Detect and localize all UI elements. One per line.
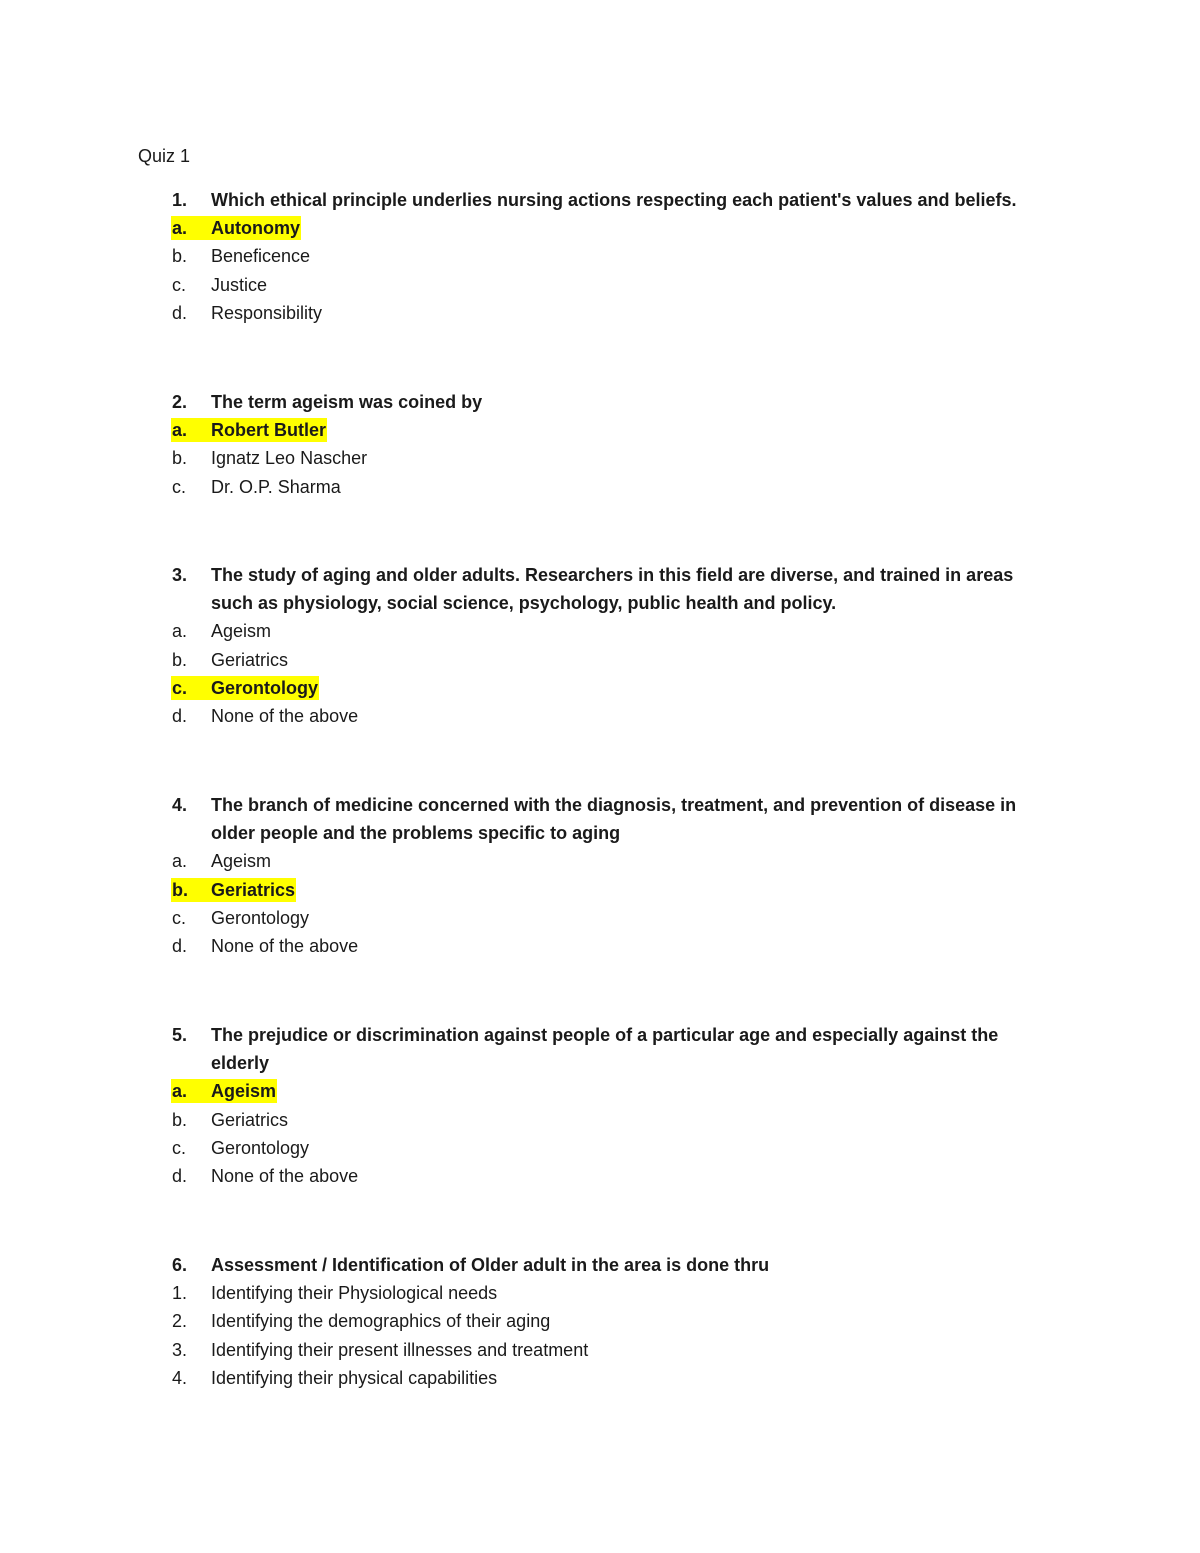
answer-option-text: None of the above <box>211 1166 359 1186</box>
answer-option-number: a. <box>172 851 188 872</box>
answer-option-number: d. <box>172 1166 188 1186</box>
answer-option-text: Ignatz Leo Nascher <box>211 448 368 469</box>
answer-option-text: None of the above <box>211 706 359 726</box>
answer-option-text: Geriatrics <box>211 1109 289 1130</box>
answer-option-text: Gerontology <box>211 907 310 928</box>
answer-option-number: c. <box>172 274 187 295</box>
answer-option-text: Gerontology <box>211 1137 310 1158</box>
answer-option-correct-number: a. <box>172 218 188 239</box>
answer-option-text: Identifying their physical capabilities <box>211 1367 498 1388</box>
answer-option-number: b. <box>172 448 188 469</box>
answer-option-number: b. <box>172 246 188 267</box>
answer-option-correct-text: Autonomy <box>211 218 300 239</box>
answer-option-text: Identifying their Physiological needs <box>211 1283 498 1304</box>
question-stem-number: 2. <box>172 392 188 412</box>
quiz-title: Quiz 1 <box>138 146 191 166</box>
question-stem-continued-text: such as physiology, social science, psychology, public health and policy. <box>211 593 837 614</box>
answer-option-number: d. <box>172 936 188 956</box>
question-stem-number: 5. <box>172 1025 188 1045</box>
answer-option-text: Geriatrics <box>211 649 289 670</box>
question-stem-text: Which ethical principle underlies nursing actions respecting each patient's values and beliefs. <box>211 190 1017 210</box>
question-stem-continued-text: older people and the problems specific to aging <box>211 823 621 844</box>
answer-option-correct-text: Robert Butler <box>211 420 327 441</box>
answer-option-number: b. <box>172 1109 188 1130</box>
answer-option-text: Ageism <box>211 621 272 642</box>
answer-option-number: d. <box>172 706 188 726</box>
answer-option-number: c. <box>172 907 187 928</box>
question-stem-text: The branch of medicine concerned with the diagnosis, treatment, and prevention of disease in <box>211 795 1017 815</box>
answer-option-number: 4. <box>172 1367 188 1388</box>
question-stem-continued-text: elderly <box>211 1053 270 1074</box>
question-stem-text: The term ageism was coined by <box>211 392 483 412</box>
answer-option-correct-number: a. <box>172 1081 188 1102</box>
answer-option-text: Dr. O.P. Sharma <box>211 476 341 497</box>
question-stem-text: The study of aging and older adults. Researchers in this field are diverse, and trained in areas <box>211 565 1014 585</box>
answer-option-correct-text: Ageism <box>211 1081 277 1102</box>
answer-option-correct-number: b. <box>172 879 188 900</box>
answer-option-number: c. <box>172 476 187 497</box>
answer-option-text: Beneficence <box>211 246 311 267</box>
answer-option-correct-number: c. <box>172 677 188 698</box>
question-stem-number: 1. <box>172 190 188 210</box>
question-stem-number: 4. <box>172 795 188 815</box>
answer-option-text: None of the above <box>211 936 359 956</box>
answer-option-number: c. <box>172 1137 187 1158</box>
question-stem-text: The prejudice or discrimination against people of a particular age and especially against the <box>211 1025 999 1045</box>
answer-option-number: a. <box>172 621 188 642</box>
question-stem-number: 6. <box>172 1255 188 1275</box>
answer-option-number: b. <box>172 649 188 670</box>
answer-option-text: Identifying the demographics of their aging <box>211 1311 551 1332</box>
answer-option-number: 1. <box>172 1283 188 1304</box>
answer-option-text: Identifying their present illnesses and treatment <box>211 1339 589 1360</box>
answer-option-text: Responsibility <box>211 302 323 323</box>
answer-option-correct-text: Gerontology <box>211 677 318 698</box>
answer-option-number: d. <box>172 302 188 323</box>
question-stem-text: Assessment / Identification of Older adult in the area is done thru <box>211 1255 770 1275</box>
answer-option-number: 2. <box>172 1311 188 1332</box>
answer-option-correct-text: Geriatrics <box>211 879 296 900</box>
answer-option-number: 3. <box>172 1339 188 1360</box>
answer-option-text: Justice <box>211 274 268 295</box>
question-stem-number: 3. <box>172 565 188 585</box>
answer-option-text: Ageism <box>211 851 272 872</box>
answer-option-correct-number: a. <box>172 420 188 441</box>
